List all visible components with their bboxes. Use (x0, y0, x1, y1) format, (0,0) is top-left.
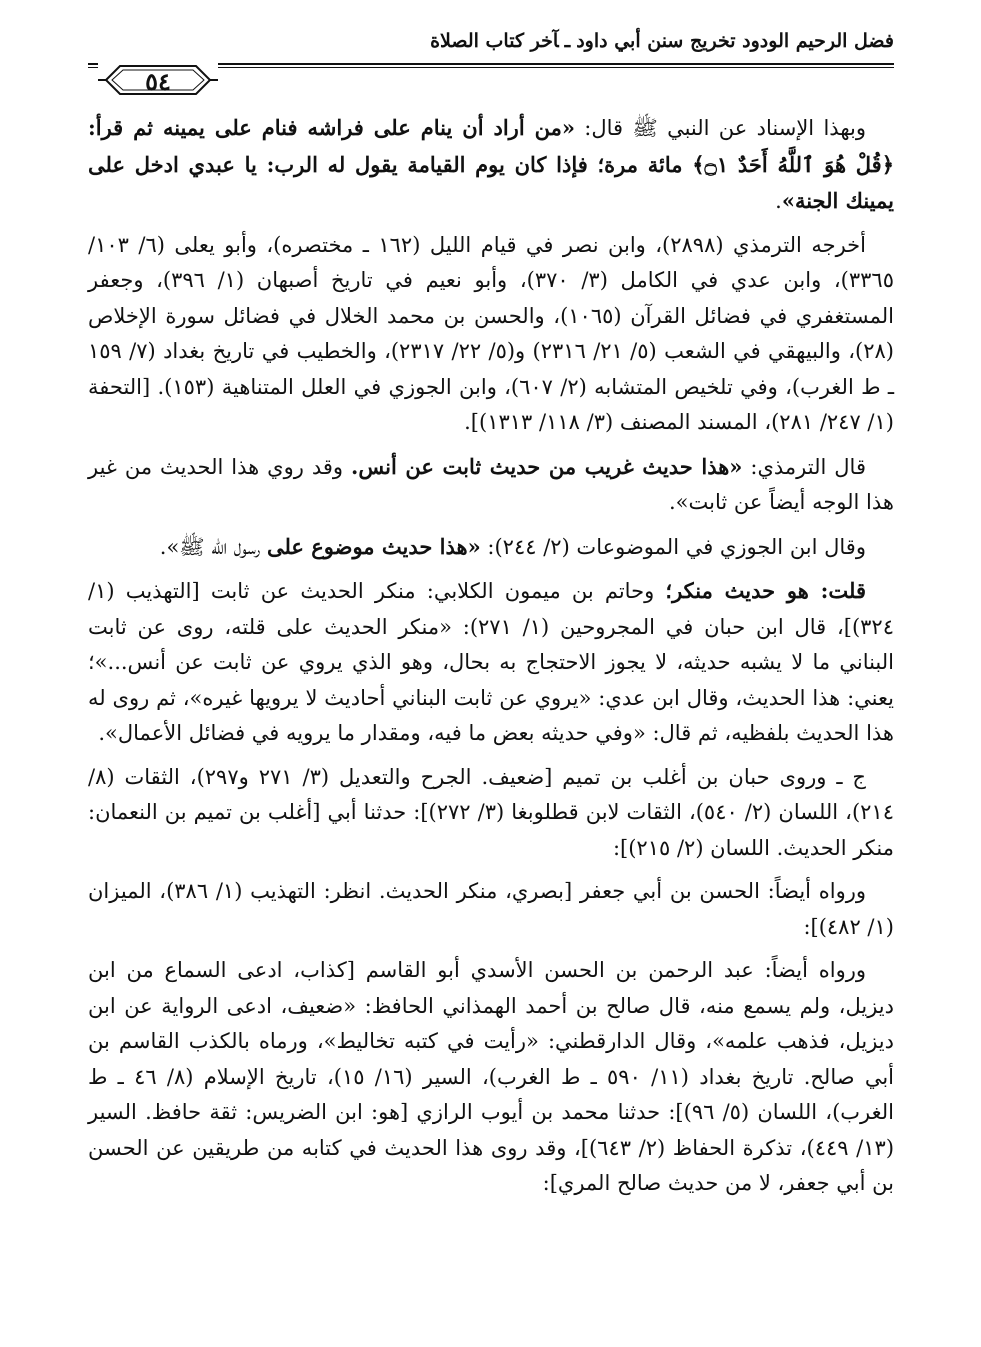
takhrij-text: أخرجه الترمذي (٢٨٩٨)، وابن نصر في قيام الليل (١٦٢ ـ مختصره)، وأبو يعلى (٦/ ١٠٣/ ٣٣٦٥)، وابن عدي في الكامل (٣/ ٣٧٠)، وأبو نعيم في تاريخ أصبهان (١/ ٣٩٦)، وجعفر المستغفري في فضائل القرآن (١٠٦٥)، والحسن بن محمد الخلال في فضائل سورة الإخلاص (٢٨)، والبيهقي في الشعب (٥/ ٢١/ ٢٣١٦) و(٥/ ٢٢/ ٢٣١٧)، والخطيب في تاريخ بغداد (٧/ ١٥٩ ـ ط الغرب)، وفي تلخيص المتشابه (٢/ ٦٠٧)، وابن الجوزي في العلل المتناهية (١٥٣). [التحفة (١/ ٢٤٧/ ٢٨١)، المسند المصنف (٣/ ١١٨/ ١٣١٣)]. (88, 232, 894, 434)
page-number-ornament (98, 50, 218, 110)
author-verdict: قلت: هو حديث منكر؛ (665, 578, 866, 603)
tirmidhi-tail: وقد روي هذا الحديث من غير هذا الوجه أيضاً عن ثابت». (88, 454, 894, 514)
ibn-aljawzi-quote: «هذا حديث موضوع على (266, 533, 481, 559)
ibn-aljawzi-paragraph (88, 529, 894, 566)
running-title-separator: ـ (564, 30, 571, 52)
ibn-aljawzi-tail: رسول الله ﷺ». (159, 534, 267, 559)
takhrij-paragraph (88, 228, 894, 441)
section-jim-paragraph (88, 760, 894, 867)
hadith-matn: «من أراد أن ينام على فراشه فنام على يمينه ثم قرأ: ﴿قُلْ هُوَ ٱللَّهُ أَحَدٌ ۝١﴾ مائة مرة؛ فإذا كان يوم القيامة يقول له الرب: يا عبدي ادخل على يمينك الجنة» (88, 115, 894, 213)
running-title-book: فضل الرحيم الودود تخريج سنن أبي داود (576, 30, 894, 52)
author-verdict-paragraph (88, 573, 894, 752)
tirmidhi-lead: قال الترمذي: (742, 454, 866, 479)
hadith-text-paragraph (88, 110, 894, 220)
running-title (430, 30, 894, 52)
section-jim-text: ج ـ وروى حبان بن أغلب بن تميم [ضعيف. الجرح والتعديل (٣/ ٢٧١ و٢٩٧)، الثقات (٨/ ٢١٤)، اللسان (٢/ ٥٤٠)، الثقات لابن قطلوبغا (٣/ ٢٧٢)]: حدثنا أبي [أغلب بن تميم بن النعمان: منكر الحديث. اللسان (٢/ ٢١٥)]: (88, 764, 894, 860)
page-number: ٥٤ (145, 67, 171, 96)
hasan-ibn-abi-jafar-text: ورواه أيضاً: الحسن بن أبي جعفر [بصري، منكر الحديث. انظر: التهذيب (١/ ٣٨٦)، الميزان (١/ ٤٨٢)]: (88, 879, 894, 939)
hadith-tail: . (775, 189, 782, 213)
hasan-ibn-abi-jafar-paragraph (88, 874, 894, 945)
isnad-lead: وبهذا الإسناد عن النبي ﷺ قال: (574, 116, 866, 140)
page-header (88, 22, 894, 112)
tirmidhi-quote: «هذا حديث غريب من حديث ثابت عن أنس. (351, 453, 743, 479)
author-verdict-detail: وحاتم بن ميمون الكلابي: منكر الحديث عن ثابت [التهذيب (١/ ٣٢٤)]، قال ابن حبان في المجروحين (١/ ٢٧١): «منكر الحديث على قلته، روى عن ثابت البناني ما لا يشبه حديثه، لا يجوز الاحتجاج به بحال، وهو الذي يروي عن ثابت عن أنس...»؛ يعني: هذا الحديث، وقال ابن عدي: «يروي عن ثابت البناني أحاديث لا يرويها غيره»، ثم روى له هذا الحديث بلفظيه، ثم قال: «وفي حديثه بعض ما فيه، ومقدار ما يرويه في فضائل الأعمال». (88, 579, 894, 745)
page-body (88, 110, 894, 1210)
tirmidhi-comment-paragraph (88, 449, 894, 521)
running-title-chapter: آخر كتاب الصلاة (430, 30, 559, 52)
abd-alrahman-text: ورواه أيضاً: عبد الرحمن بن الحسن الأسدي أبو القاسم [كذاب، ادعى السماع من ابن ديزيل، ولم يسمع منه، قال صالح بن أحمد الهمذاني الحافظ: «ضعيف، ادعى الرواية عن ابن ديزيل، فذهب علمه»، وقال الدارقطني: «رأيت في كتبه تخاليط»، ورماه بالكذب القاسم بن أبي صالح. تاريخ بغداد (١١/ ٥٩٠ ـ ط الغرب)، السير (١٦/ ١٥)، تاريخ الإسلام (٨/ ٤٦ ـ ط الغرب)، اللسان (٥/ ٩٦)]: حدثنا محمد بن أيوب الرازي [هو: ابن الضريس: ثقة حافظ. السير (١٣/ ٤٤٩)، تذكرة الحفاظ (٢/ ٦٤٣)]، وقد روى هذا الحديث في كتابه من طريقين عن الحسن بن أبي جعفر، لا من حديث صالح المري]: (88, 958, 895, 1195)
abd-alrahman-paragraph (88, 953, 894, 1202)
ibn-aljawzi-lead: وقال ابن الجوزي في الموضوعات (٢/ ٢٤٤): (480, 534, 866, 559)
